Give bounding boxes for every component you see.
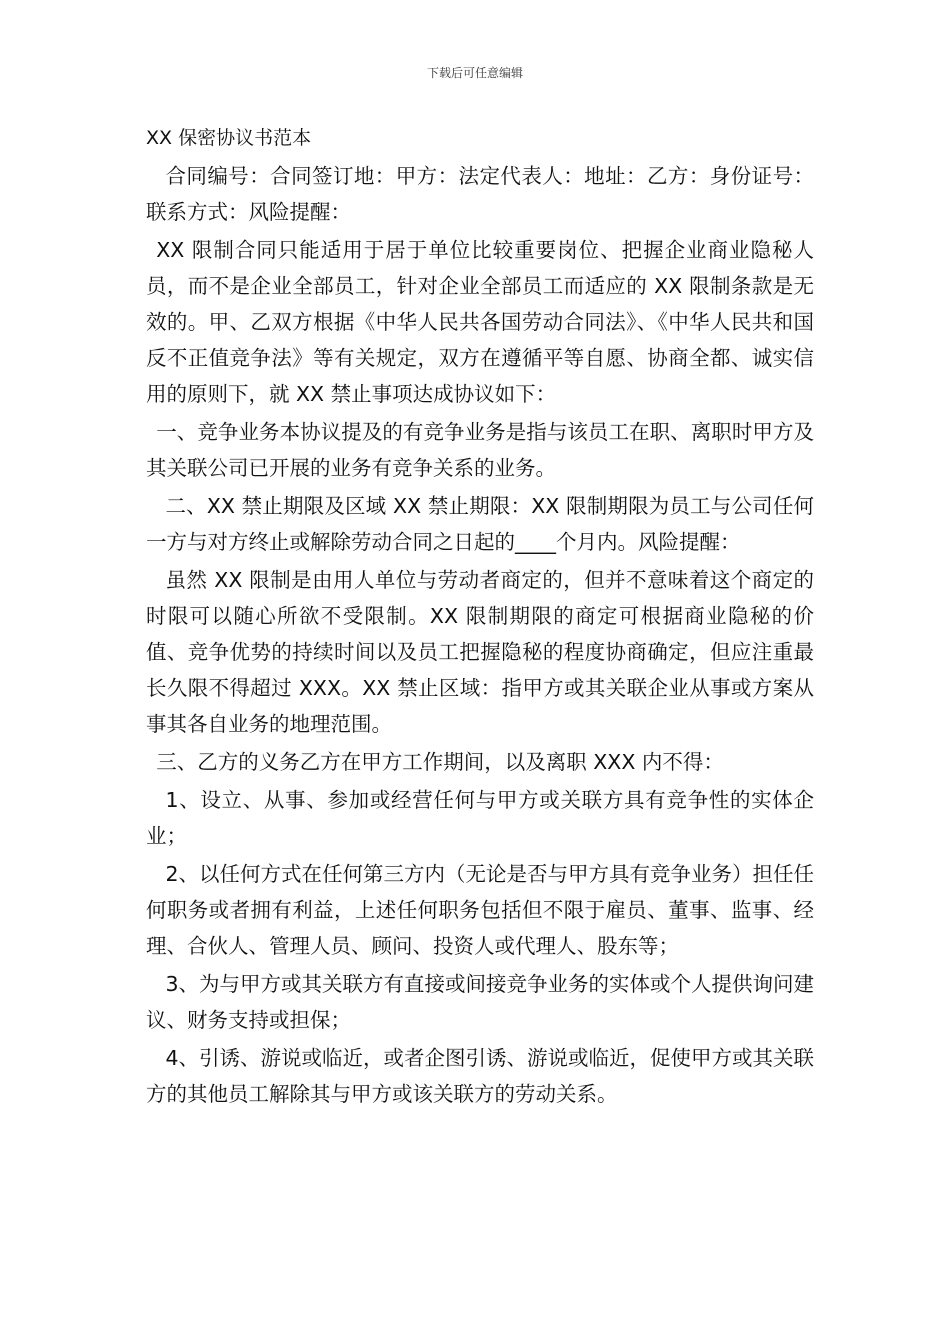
clause-2-paragraph: 二、XX 禁止期限及区域 XX 禁止期限：XX 限制期限为员工与公司任何一方与对方终止或解除劳动合同之日起的____个月内。风险提醒： [146, 494, 814, 554]
document-title: XX 保密协议书范本 [146, 127, 312, 149]
obligation-item-4: 4、引诱、游说或临近，或者企图引诱、游说或临近，促使甲方或其关联方的其他员工解除其与甲方或该关联方的劳动关系。 [146, 1046, 815, 1106]
obligation-item-2: 2、以任何方式在任何第三方内（无论是否与甲方具有竞争业务）担任任何职务或者拥有利益，上述任何职务包括但不限于雇员、董事、监事、经理、合伙人、管理人员、顾问、投资人或代理人、股东等； [146, 862, 815, 958]
page-header: 下载后可任意编辑 [426, 66, 523, 80]
obligation-item-3: 3、为与甲方或其关联方有直接或间接竞争业务的实体或个人提供询问建议、财务支持或担保； [146, 972, 815, 1032]
contract-fields-paragraph: 合同编号：合同签订地：甲方：法定代表人：地址：乙方：身份证号：联系方式：风险提醒： [146, 164, 814, 224]
clause-1-paragraph: 一、竞争业务本协议提及的有竞争业务是指与该员工在职、离职时甲方及其关联公司已开展的业务有竞争关系的业务。 [146, 420, 814, 480]
document-body [146, 158, 814, 1114]
intro-paragraph: XX 限制合同只能适用于居于单位比较重要岗位、把握企业商业隐秘人员，而不是企业全部员工，针对企业全部员工而适应的 XX 限制条款是无效的。甲、乙双方根据《中华人民共各国劳动合同法》、《中华人民共和国反不正值竞争法》等有关规定，双方在遵循平等自愿、协商全都、诚实信用的原则下，就 XX 禁止事项达成协议如下： [146, 238, 814, 406]
clause-3-paragraph: 三、乙方的义务乙方在甲方工作期间，以及离职 XXX 内不得： [156, 750, 724, 774]
obligation-item-1: 1、设立、从事、参加或经营任何与甲方或关联方具有竞争性的实体企业； [146, 788, 814, 848]
risk-note-paragraph: 虽然 XX 限制是由用人单位与劳动者商定的，但并不意味着这个商定的时限可以随心所欲不受限制。XX 限制期限的商定可根据商业隐秘的价值、竞争优势的持续时间以及员工把握隐秘的程度协商确定，但应注重最长久限不得超过 XXX。XX 禁止区域：指甲方或其关联企业从事或方案从事其各自业务的地理范围。 [146, 568, 814, 736]
